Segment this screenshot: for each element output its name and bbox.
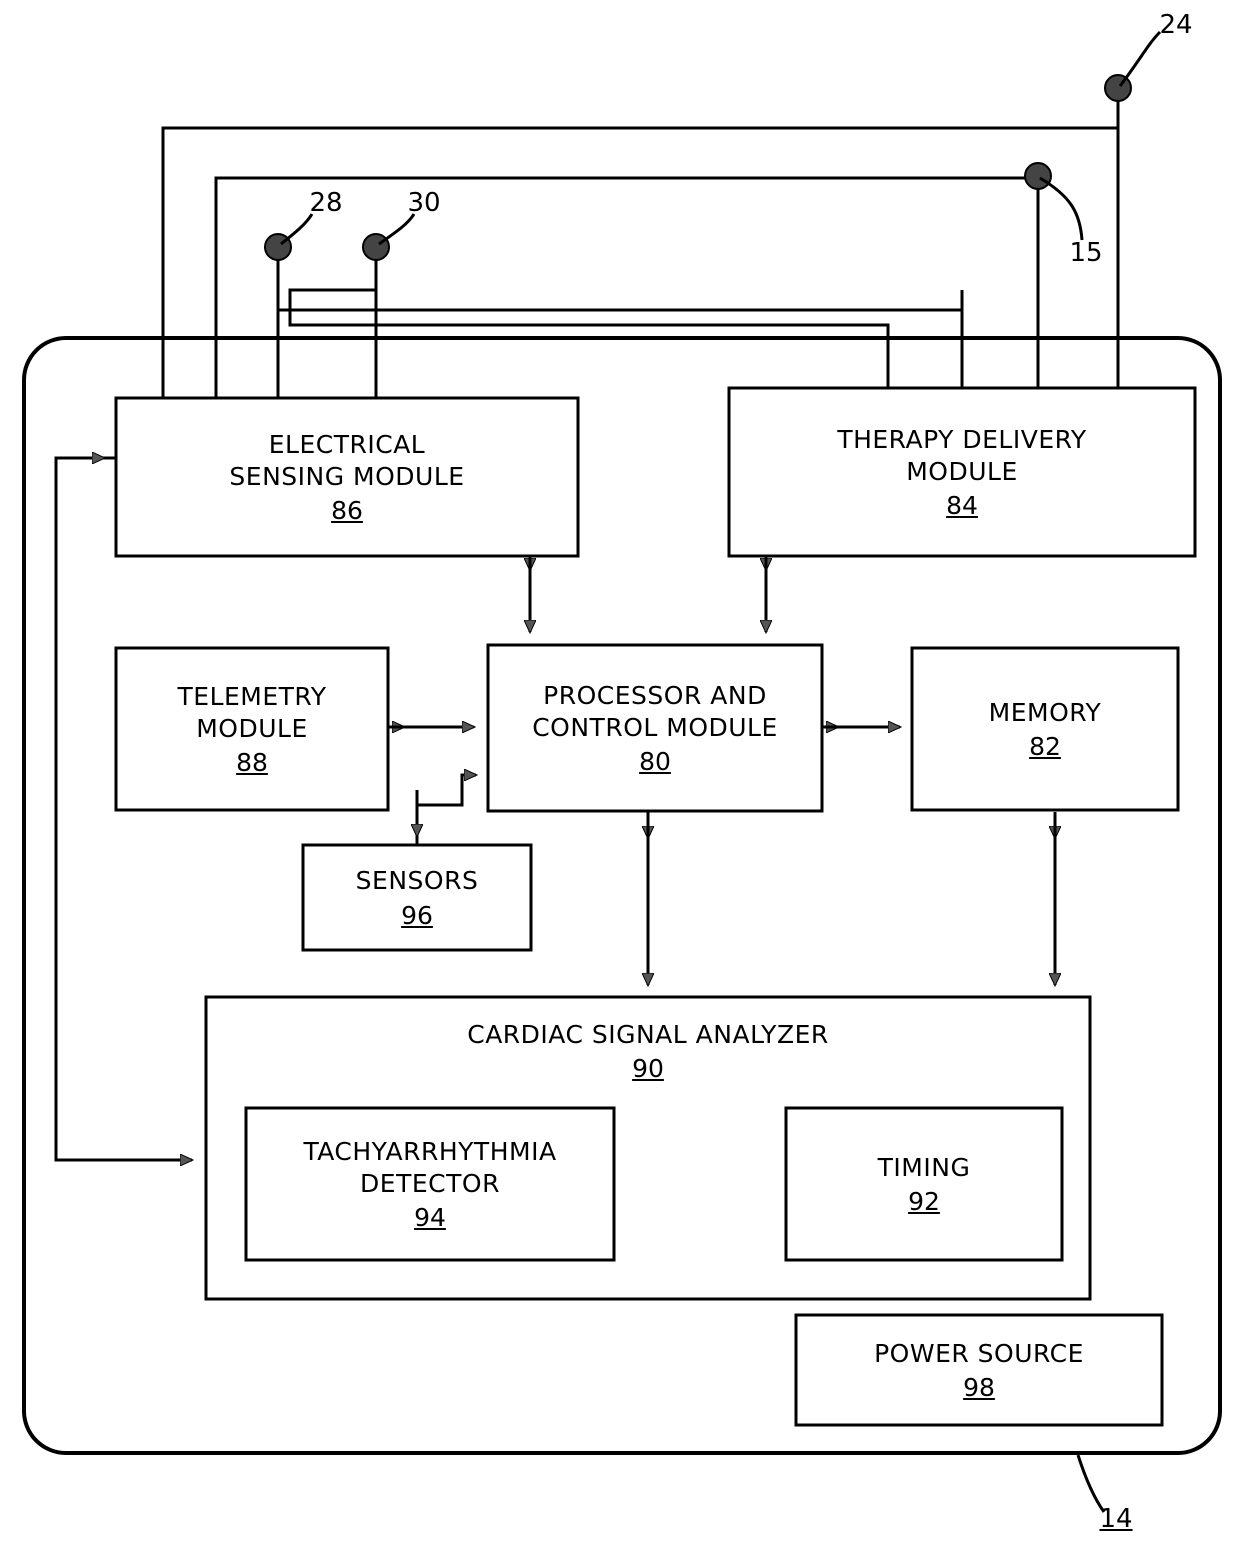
- tachyarrhythmia-detector-box: [246, 1108, 614, 1260]
- power-source-box: [796, 1315, 1162, 1425]
- leader-24: [1120, 32, 1160, 86]
- electrical-sensing-module-box: [116, 398, 578, 556]
- leader-30: [379, 214, 414, 244]
- timing-title: TIMING: [877, 1152, 971, 1182]
- telemetry-module-number: 88: [236, 747, 268, 777]
- sensors-box: [303, 845, 531, 950]
- therapy-delivery-module-title: THERAPY DELIVERY MODULE: [837, 425, 1087, 486]
- cardiac-signal-analyzer-title: CARDIAC SIGNAL ANALYZER: [467, 1019, 829, 1049]
- memory-box: [912, 648, 1178, 810]
- timing-number: 92: [908, 1187, 940, 1217]
- lead-24-to-sensing: [163, 128, 1118, 398]
- reference-numeral-30: 30: [407, 188, 441, 218]
- power-source-number: 98: [963, 1373, 995, 1403]
- arrow-sensors-to-processor: [417, 775, 476, 845]
- processor-and-control-module-title: PROCESSOR AND CONTROL MODULE: [532, 681, 778, 742]
- timing-box: [786, 1108, 1062, 1260]
- cardiac-signal-analyzer-box: [206, 997, 1090, 1299]
- reference-numeral-15: 15: [1069, 238, 1103, 268]
- therapy-delivery-module-number: 84: [946, 490, 978, 520]
- reference-numeral-28: 28: [309, 188, 343, 218]
- telemetry-module-title: TELEMETRY MODULE: [177, 682, 327, 743]
- tachyarrhythmia-detector-number: 94: [414, 1202, 446, 1232]
- sensors-number: 96: [401, 900, 433, 930]
- power-source-title: POWER SOURCE: [874, 1338, 1084, 1368]
- tachyarrhythmia-detector-title: TACHYARRHYTHMIA DETECTOR: [303, 1137, 557, 1198]
- electrical-sensing-module-number: 86: [331, 495, 363, 525]
- processor-and-control-module-number: 80: [639, 746, 671, 776]
- device-housing: [24, 338, 1220, 1453]
- leader-28: [281, 214, 312, 244]
- reference-numeral-24: 24: [1159, 10, 1193, 40]
- cardiac-signal-analyzer-number: 90: [632, 1054, 664, 1084]
- electrode-15-dot: [1025, 163, 1051, 189]
- memory-title: MEMORY: [988, 697, 1102, 727]
- leader-15: [1040, 178, 1082, 240]
- reference-numeral-14: 14: [1099, 1504, 1133, 1534]
- memory-number: 82: [1029, 732, 1061, 762]
- processor-and-control-module-box: [488, 645, 822, 811]
- therapy-delivery-module-box: [729, 388, 1195, 556]
- electrical-sensing-module-title: ELECTRICAL SENSING MODULE: [229, 430, 465, 491]
- telemetry-module-box: [116, 648, 388, 810]
- sensors-title: SENSORS: [355, 866, 479, 896]
